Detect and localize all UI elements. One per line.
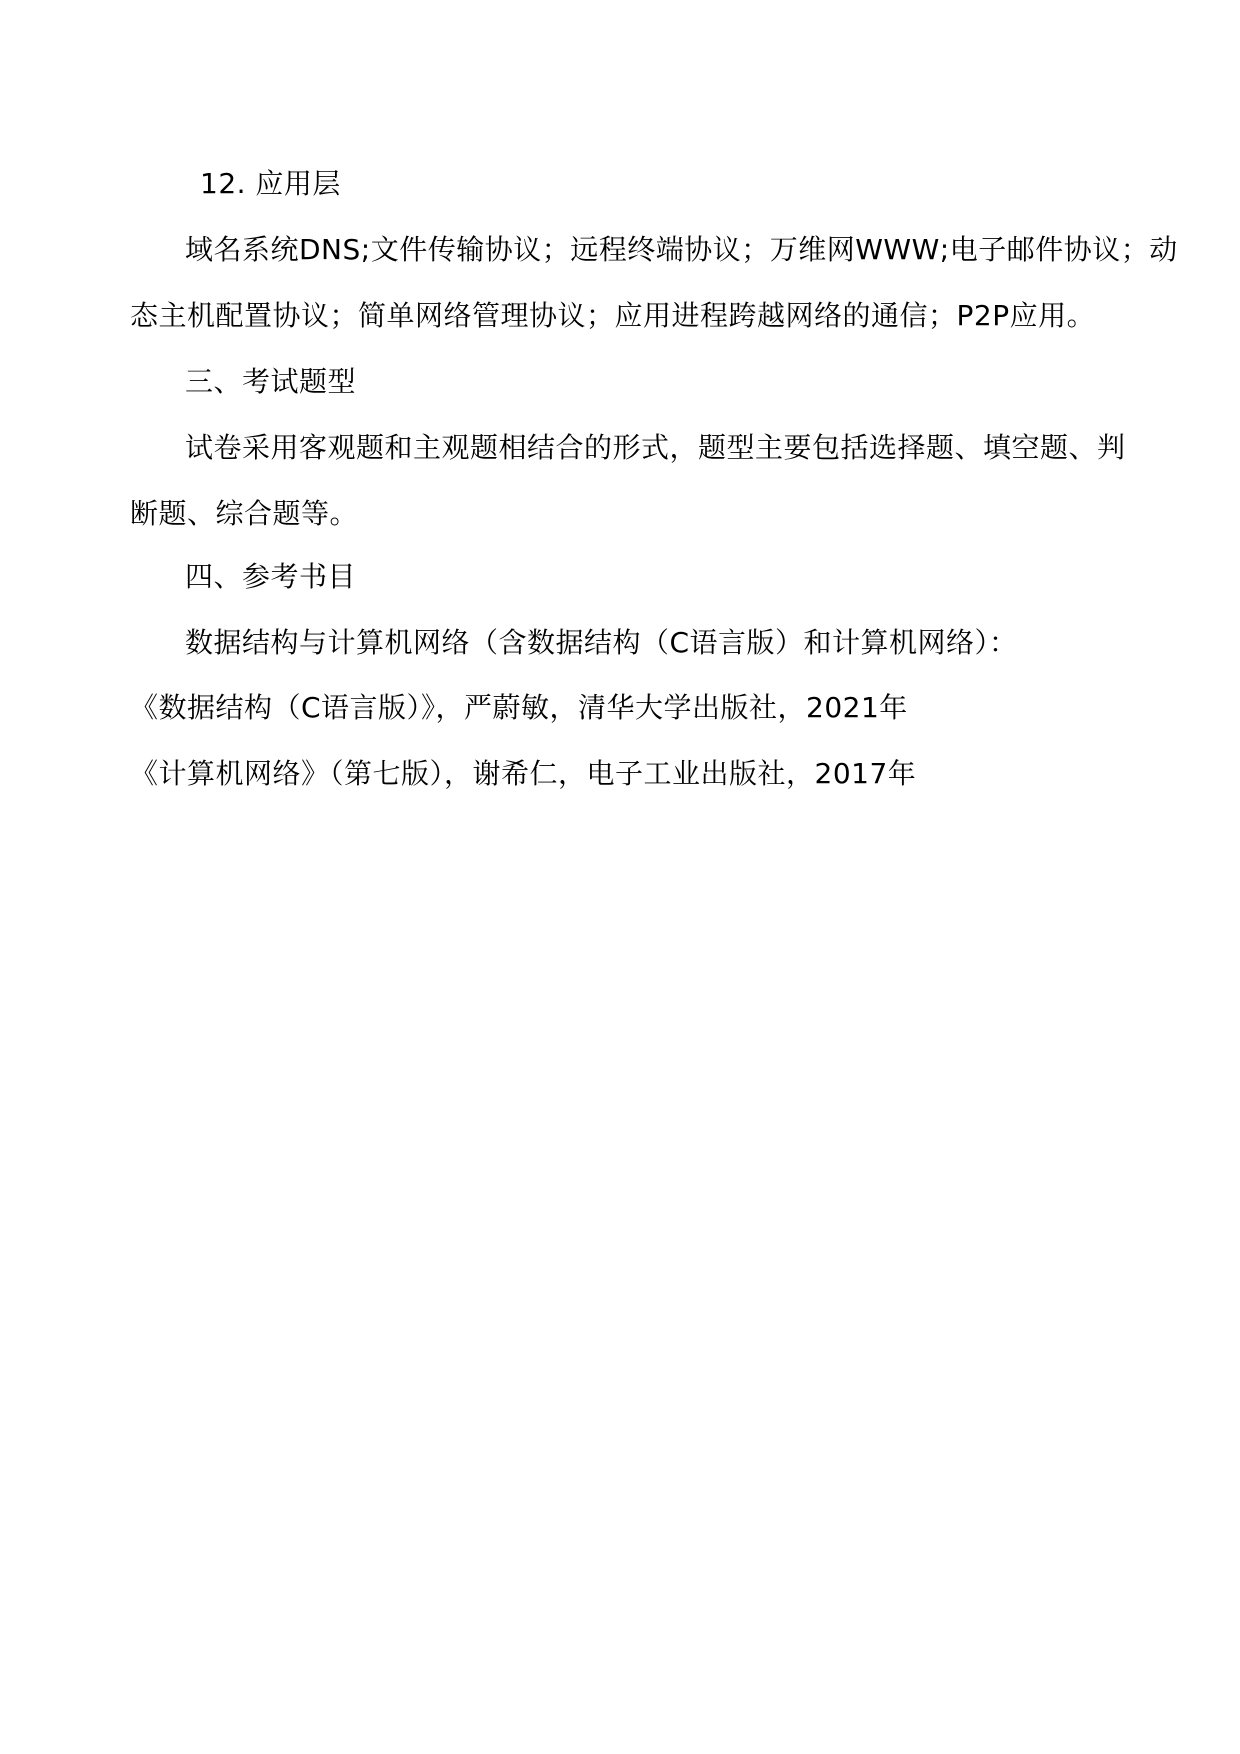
section-12-body-line-2: 态主机配置协议；简单网络管理协议；应用进程跨越网络的通信；P2P应用。 bbox=[130, 299, 1096, 332]
section-4-intro: 数据结构与计算机网络（含数据结构（C语言版）和计算机网络）： bbox=[185, 626, 1018, 659]
section-4-heading: 四、参考书目 bbox=[185, 560, 357, 593]
section-3-body-line-1: 试卷采用客观题和主观题相结合的形式，题型主要包括选择题、填空题、判 bbox=[185, 431, 1126, 464]
section-12-heading: 12. 应用层 bbox=[200, 167, 341, 200]
reference-item-2: 《计算机网络》（第七版），谢希仁，电子工业出版社，2017年 bbox=[130, 757, 917, 790]
section-12-body-line-1: 域名系统DNS;文件传输协议；远程终端协议；万维网WWW;电子邮件协议；动 bbox=[185, 233, 1178, 266]
reference-item-1: 《数据结构（C语言版）》，严蔚敏，清华大学出版社，2021年 bbox=[130, 691, 908, 724]
section-3-heading: 三、考试题型 bbox=[185, 365, 357, 398]
section-3-body-line-2: 断题、综合题等。 bbox=[130, 497, 359, 530]
